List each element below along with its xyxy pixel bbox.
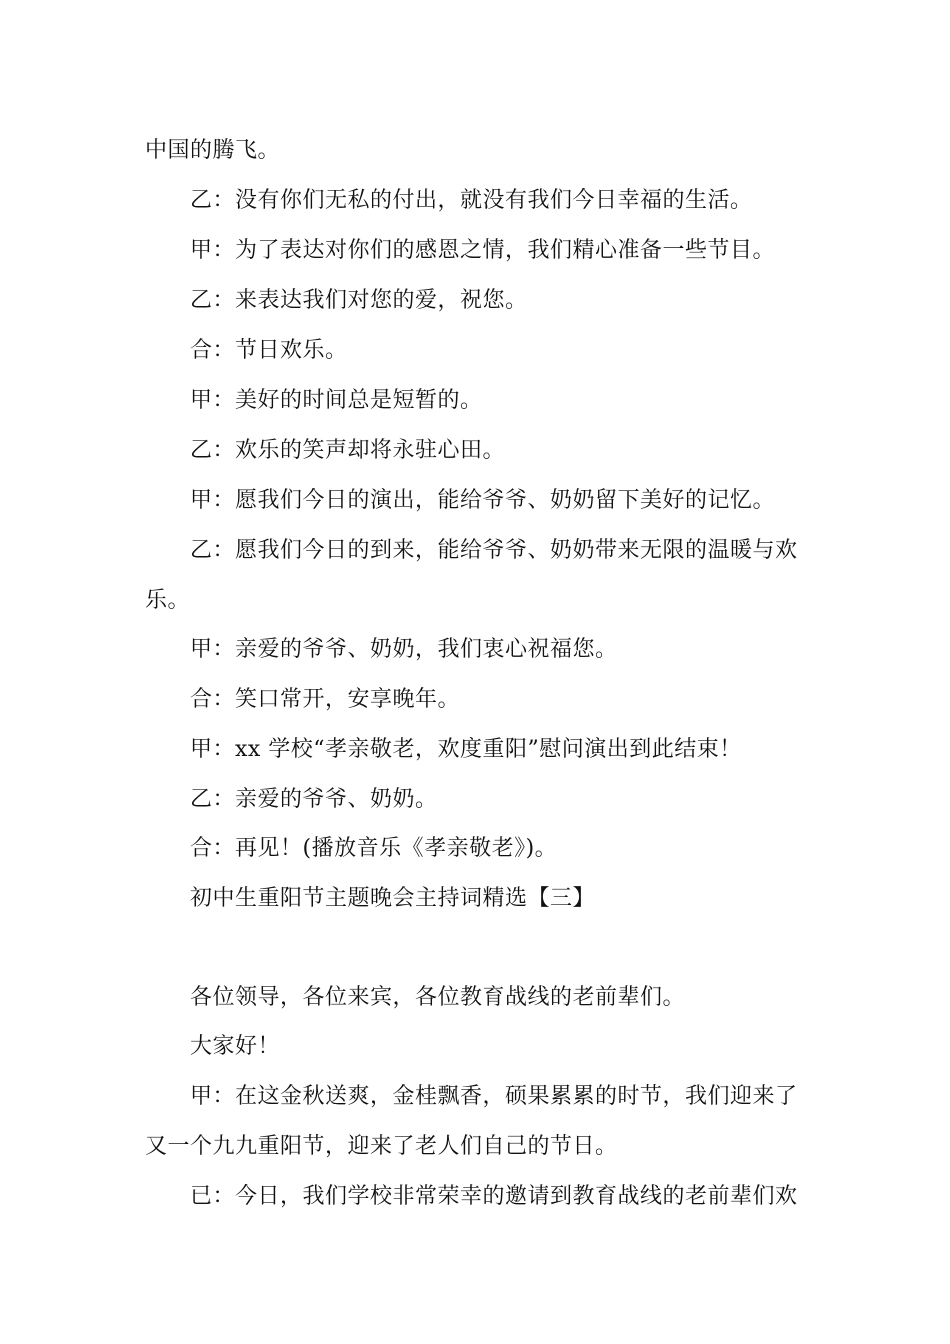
text-line: 乙：没有你们无私的付出，就没有我们今日幸福的生活。	[190, 188, 753, 213]
text-line: 乙：来表达我们对您的爱，祝您。	[190, 288, 528, 313]
text-line: 合：笑口常开，安享晚年。	[190, 687, 461, 712]
text-line: 甲：美好的时间总是短暂的。	[190, 388, 483, 413]
text-line: 合：节日欢乐。	[190, 338, 348, 363]
text-line: 各位领导，各位来宾，各位教育战线的老前辈们。	[190, 985, 686, 1010]
text-line: 甲：在这金秋送爽，金桂飘香，硕果累累的时节，我们迎来了	[190, 1084, 798, 1109]
text-line: 乙：亲爱的爷爷、奶奶。	[190, 787, 438, 812]
text-line: 甲：xx 学校“孝亲敬老，欢度重阳”慰问演出到此结束！	[190, 737, 742, 762]
text-line: 乙：欢乐的笑声却将永驻心田。	[190, 438, 506, 463]
text-line: 又一个九九重阳节，迎来了老人们自己的节日。	[145, 1134, 618, 1159]
text-line: 甲：为了表达对你们的感恩之情，我们精心准备一些节目。	[190, 238, 776, 263]
text-line: 中国的腾飞。	[145, 138, 281, 163]
section-heading: 初中生重阳节主题晚会主持词精选【三】	[190, 886, 596, 911]
text-line: 合：再见！(播放音乐《孝亲敬老》)。	[190, 836, 558, 861]
text-line: 大家好！	[190, 1034, 281, 1059]
text-line: 乐。	[145, 588, 191, 613]
text-line: 甲：亲爱的爷爷、奶奶，我们衷心祝福您。	[190, 637, 618, 662]
text-line: 甲：愿我们今日的演出，能给爷爷、奶奶留下美好的记忆。	[190, 488, 776, 513]
text-line: 乙：愿我们今日的到来，能给爷爷、奶奶带来无限的温暖与欢	[190, 538, 798, 563]
text-line: 已：今日，我们学校非常荣幸的邀请到教育战线的老前辈们欢	[190, 1184, 798, 1209]
